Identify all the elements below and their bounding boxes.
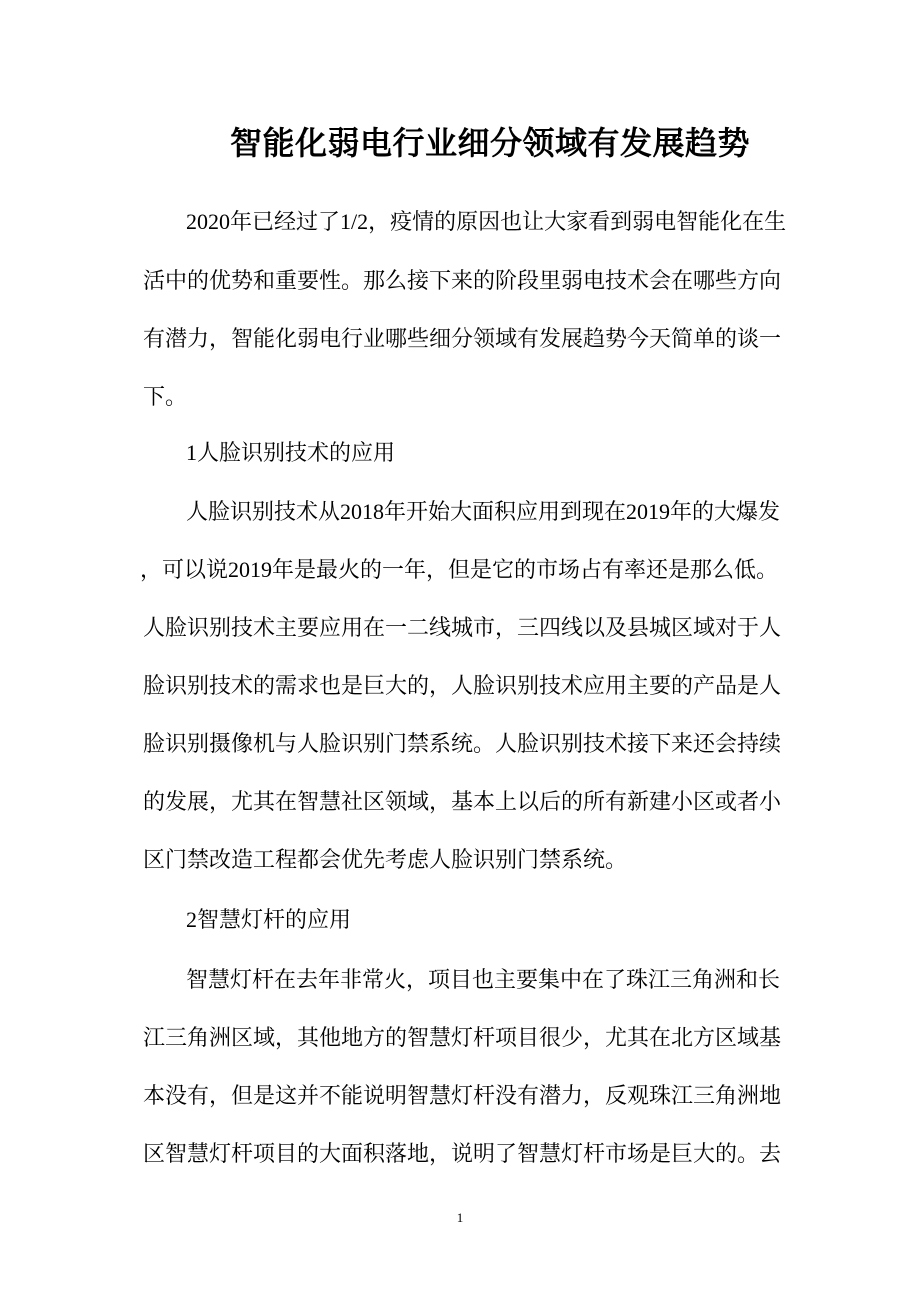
document-title: 智能化弱电行业细分领域有发展趋势 [229,125,750,161]
paragraph-line: 的发展，尤其在智慧社区领域，基本上以后的所有新建小区或者小 [143,789,782,814]
paragraph-line: 本没有，但是这并不能说明智慧灯杆没有潜力，反观珠江三角洲地 [143,1083,782,1108]
paragraph-line: 活中的优势和重要性。那么接下来的阶段里弱电技术会在哪些方向 [143,268,782,293]
section-heading: 1人脸识别技术的应用 [186,440,396,465]
paragraph-line: 脸识别摄像机与人脸识别门禁系统。人脸识别技术接下来还会持续 [143,731,782,756]
paragraph-line: 有潜力，智能化弱电行业哪些细分领域有发展趋势今天简单的谈一 [143,326,782,351]
paragraph-line: 下。 [143,384,188,409]
paragraph-line: 江三角洲区域，其他地方的智慧灯杆项目很少，尤其在北方区域基 [143,1025,782,1050]
paragraph-line: 人脸识别技术从2018年开始大面积应用到现在2019年的大爆发 [186,499,781,524]
paragraph-line: 脸识别技术的需求也是巨大的，人脸识别技术应用主要的产品是人 [143,673,782,698]
paragraph-line: ，可以说2019年是最火的一年，但是它的市场占有率还是那么低。 [140,557,779,582]
paragraph-line: 区智慧灯杆项目的大面积落地，说明了智慧灯杆市场是巨大的。去 [143,1141,782,1166]
page-number: 1 [456,1210,464,1225]
paragraph-line: 智慧灯杆在去年非常火，项目也主要集中在了珠江三角洲和长 [186,967,781,992]
section-heading: 2智慧灯杆的应用 [186,907,352,932]
paragraph-line: 2020年已经过了1/2，疫情的原因也让大家看到弱电智能化在生 [186,209,787,234]
paragraph-line: 区门禁改造工程都会优先考虑人脸识别门禁系统。 [143,847,628,872]
paragraph-line: 人脸识别技术主要应用在一二线城市，三四线以及县城区域对于人 [143,615,782,640]
